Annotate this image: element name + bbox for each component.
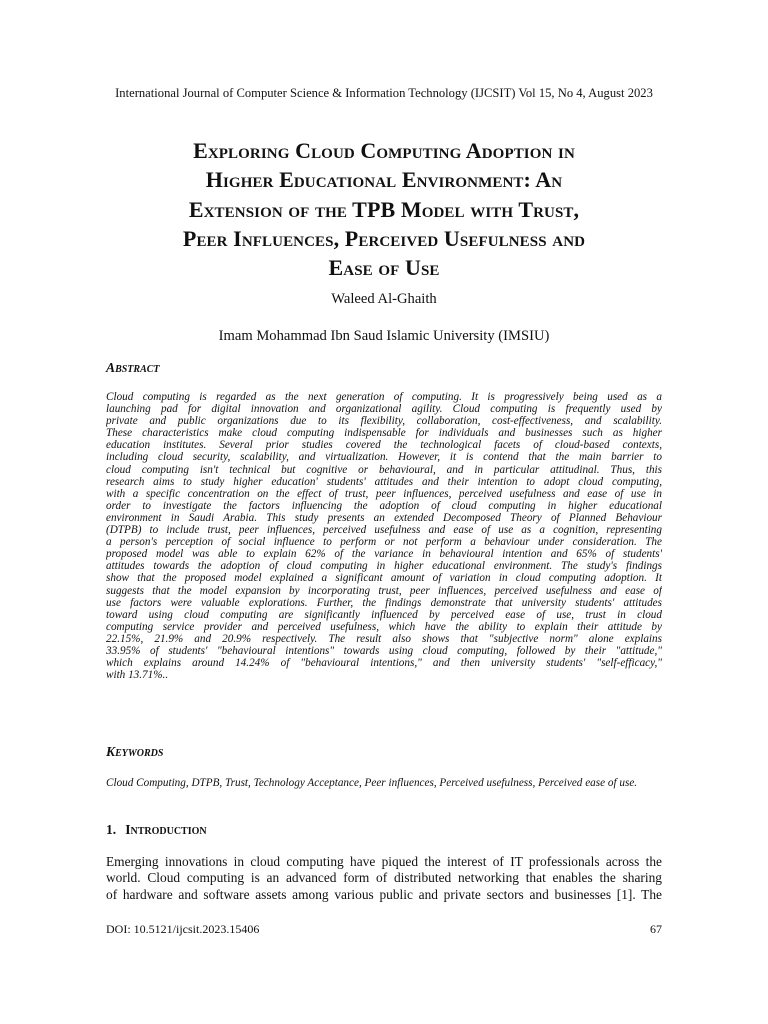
running-header: International Journal of Computer Science & Information Technology (IJCSIT) Vol 15, No 4, August 2023 bbox=[115, 86, 653, 100]
abstract-line: 22.15%, 21.9% and 20.9% respectively. The result also shows that "subjective norm" alone explains bbox=[106, 632, 662, 645]
abstract-line: Cloud computing is regarded as the next generation of computing. It is progressively being used as a bbox=[106, 391, 662, 403]
abstract-line: toward using cloud computing are significantly influenced by perceived ease of use, trust in cloud bbox=[106, 608, 662, 621]
paper-title bbox=[90, 136, 678, 282]
abstract-line: show that the proposed model explained a significant amount of variation in cloud computing adoption. It bbox=[106, 572, 662, 585]
author-affiliation: Imam Mohammad Ibn Saud Islamic University (IMSIU) bbox=[218, 328, 550, 344]
abstract-line: 33.95% of students' "behavioural intentions" towards using cloud computing, followed by their "attitude," bbox=[106, 644, 662, 657]
section-title: Introduction bbox=[125, 822, 207, 837]
title-line: Peer Influences, Perceived Usefulness and bbox=[182, 225, 586, 251]
abstract-line: research aims to study higher education' students' attitudes and their intention to adopt cloud computing, bbox=[106, 475, 662, 488]
abstract-line: launching pad for digital innovation and organizational agility. Cloud computing is frequently used by bbox=[106, 403, 662, 416]
author-name: Waleed Al-Ghaith bbox=[331, 291, 437, 307]
abstract-line: suggests that the model expansion by incorporating trust, peer influences, perceived usefulness and ease of bbox=[106, 584, 662, 597]
introduction-line: of hardware and software assets among various public and private sectors and businesses [1]. The bbox=[106, 886, 662, 902]
abstract-line: education institutes. Several prior studies covered the technological facets of cloud-based contexts, bbox=[106, 439, 662, 452]
introduction-line: Emerging innovations in cloud computing have piqued the interest of IT professionals across the bbox=[106, 854, 662, 869]
section-number: 1. bbox=[106, 822, 117, 837]
abstract-line: which explains around 14.24% of "behavioural intentions," and then university students' "self-efficacy," bbox=[106, 657, 662, 670]
introduction-text bbox=[106, 854, 662, 903]
abstract-heading: Abstract bbox=[106, 360, 160, 375]
keywords-text: Cloud Computing, DTPB, Trust, Technology Acceptance, Peer influences, Perceived usefulness, Perceived ease of use. bbox=[106, 777, 638, 789]
title-line: Higher Educational Environment: An bbox=[205, 167, 563, 193]
abstract-line: proposed model was able to explain 62% of the variance in behavioural intention and 65% of students' bbox=[106, 548, 662, 561]
abstract-line: a person's perception of social influence to perform or not perform a behaviour under consideration. The bbox=[106, 536, 662, 549]
abstract-line: with 13.71%.. bbox=[106, 669, 169, 682]
keywords-heading: Keywords bbox=[106, 744, 164, 759]
abstract-line: with a specific concentration on the effect of trust, peer influences, perceived usefulness and ease of use in bbox=[106, 487, 662, 500]
abstract-line: (DTPB) to include trust, peer influences, perceived usefulness and ease of use as a cognition, representing bbox=[106, 524, 662, 537]
abstract-line: including cloud security, scalability, and virtualization. However, it is contend that the main barrier to bbox=[106, 451, 662, 464]
introduction-heading bbox=[106, 822, 207, 838]
abstract-line: computing service provider and perceived usefulness, which have the ability to explain their attitude by bbox=[106, 620, 662, 633]
introduction-line: world. Cloud computing is an advanced form of distributed networking that enables the sharing bbox=[106, 870, 662, 886]
abstract-line: environment in Saudi Arabia. This study presents an extended Decomposed Theory of Planned Behaviour bbox=[106, 511, 662, 524]
abstract-line: order to investigate the factors influencing the adoption of cloud computing in higher educational bbox=[106, 499, 662, 512]
abstract-line: attitudes towards the adoption of cloud computing in higher educational environment. The study's findings bbox=[106, 560, 662, 573]
title-line: Extension of the TPB Model with Trust, bbox=[188, 196, 580, 222]
title-line: Exploring Cloud Computing Adoption in bbox=[193, 138, 575, 163]
abstract-line: cloud computing isn't technical but cognitive or behavioural, and in particular attitudinal. Thus, this bbox=[106, 463, 662, 476]
abstract-text bbox=[106, 391, 662, 681]
abstract-line: private and public organizations due to its flexibility, collaboration, cost-effectiveness, and scalability. bbox=[106, 415, 662, 428]
abstract-line: use factors were valuable explorations. Further, the findings demonstrate that university students' attitudes bbox=[106, 596, 662, 609]
doi-footer: DOI: 10.5121/ijcsit.2023.15406 bbox=[106, 922, 260, 936]
page-number: 67 bbox=[650, 922, 662, 936]
title-line: Ease of Use bbox=[328, 255, 440, 281]
abstract-line: These characteristics make cloud computing indispensable for individuals and businesses such as higher bbox=[106, 427, 662, 440]
